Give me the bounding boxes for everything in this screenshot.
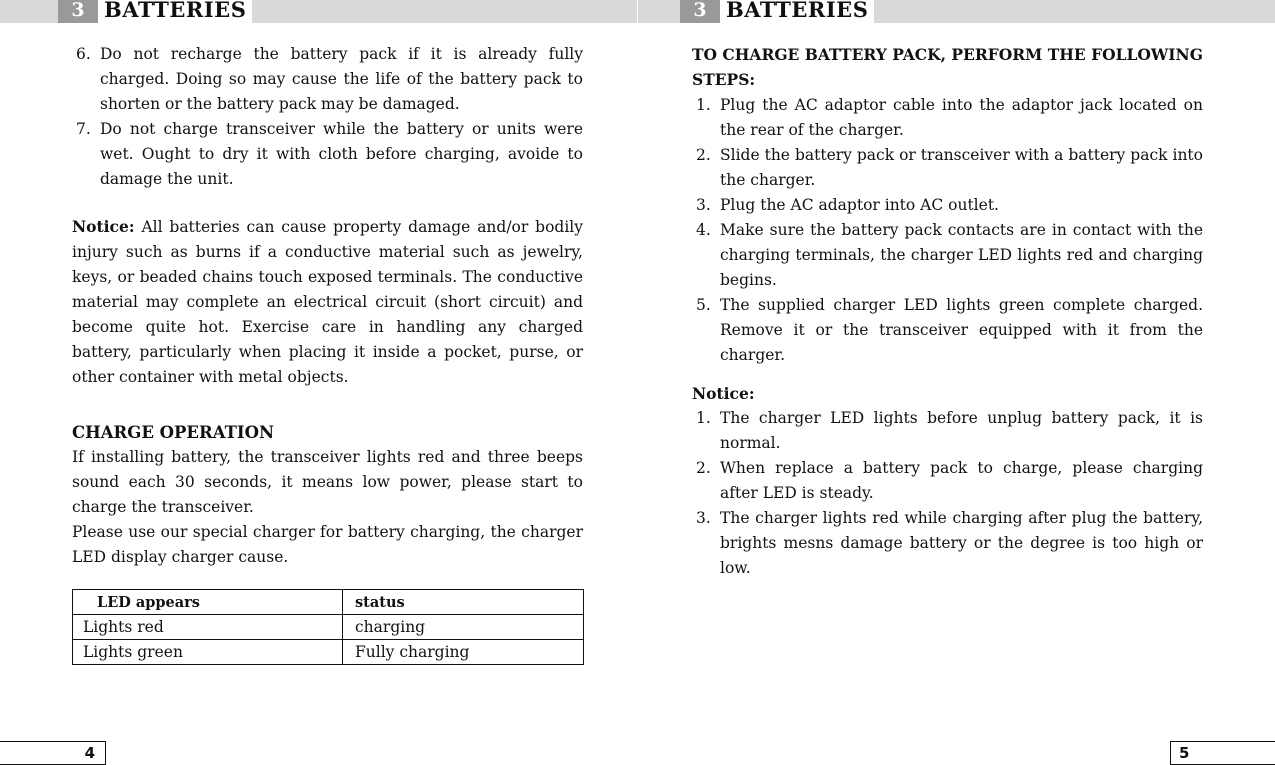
section-title: BATTERIES	[98, 0, 252, 23]
item-number: 1.	[696, 96, 711, 114]
item-text: Do not charge transceiver while the battery or units were wet. Ought to dry it with cloth before charging, avoide to damage the unit.	[100, 120, 583, 188]
page-number-box	[1170, 741, 1275, 765]
item-number: 6.	[76, 45, 91, 63]
item-number: 5.	[696, 296, 711, 314]
table-row	[73, 615, 584, 640]
item-number: 3.	[696, 196, 711, 214]
list-item	[692, 506, 1203, 581]
charging-steps	[692, 42, 1203, 368]
table-cell: Lights red	[73, 615, 343, 640]
table-cell: Fully charging	[343, 640, 584, 665]
item-text: The supplied charger LED lights green complete charged. Remove it or the transceiver equipped with it from the charger.	[720, 296, 1203, 364]
list-item	[72, 117, 583, 192]
item-number: 7.	[76, 120, 91, 138]
item-text: Plug the AC adaptor cable into the adaptor jack located on the rear of the charger.	[720, 96, 1203, 139]
list-item	[692, 143, 1203, 193]
list-item	[692, 93, 1203, 143]
right-page	[638, 0, 1275, 765]
notice-paragraph	[72, 214, 583, 390]
list-item	[692, 406, 1203, 456]
list-item	[692, 456, 1203, 506]
charge-paragraph: Please use our special charger for battery charging, the charger LED display charger cause.	[72, 523, 583, 566]
column-header: status	[343, 590, 584, 615]
list-item	[692, 193, 1203, 218]
led-status-table	[72, 589, 584, 665]
page-number: 5	[1179, 744, 1190, 762]
section-number: 3	[58, 0, 98, 23]
charge-heading: CHARGE OPERATION	[72, 423, 275, 442]
item-text: The charger lights red while charging after plug the battery, brights mesns damage battery or the degree is too high or low.	[720, 509, 1203, 577]
column-header: LED appears	[73, 590, 343, 615]
charge-operation	[72, 420, 583, 570]
steps-heading	[692, 42, 1203, 92]
table-cell: charging	[343, 615, 584, 640]
item-number: 1.	[696, 409, 711, 427]
steps-heading-line: TO CHARGE BATTERY PACK, PERFORM THE FOLLOWING	[692, 45, 1203, 64]
item-text: When replace a battery pack to charge, please charging after LED is steady.	[720, 459, 1203, 502]
list-item	[72, 42, 583, 117]
item-text: Slide the battery pack or transceiver with a battery pack into the charger.	[720, 146, 1203, 189]
item-number: 4.	[696, 221, 711, 239]
item-number: 3.	[696, 509, 711, 527]
notice-text: All batteries can cause property damage and/or bodily injury such as burns if a conductive material such as jewelry, keys, or beaded chains touch exposed terminals. The conductive material may complete an electrical circuit (short circuit) and become quite hot. Exercise care in handling any charged battery, particularly when placing it inside a pocket, purse, or other container with metal objects.	[72, 218, 583, 386]
item-number: 2.	[696, 459, 711, 477]
table-header-row	[73, 590, 584, 615]
notice-section	[692, 381, 1203, 581]
notice-label: Notice:	[692, 384, 755, 403]
left-page	[0, 0, 637, 765]
section-number: 3	[680, 0, 720, 23]
item-text: Plug the AC adaptor into AC outlet.	[720, 196, 999, 214]
page-number-box	[0, 741, 106, 765]
item-text: Do not recharge the battery pack if it is already fully charged. Doing so may cause the life of the battery pack to shorten or the battery pack may be damaged.	[100, 45, 583, 113]
caution-list	[72, 42, 583, 192]
item-text: Make sure the battery pack contacts are in contact with the charging terminals, the charger LED lights red and charging begins.	[720, 221, 1203, 289]
steps-heading-line: STEPS:	[692, 70, 756, 89]
list-item	[692, 218, 1203, 293]
item-number: 2.	[696, 146, 711, 164]
list-item	[692, 293, 1203, 368]
table-row	[73, 640, 584, 665]
section-title: BATTERIES	[720, 0, 874, 23]
page-number: 4	[84, 744, 95, 762]
notice-label: Notice:	[72, 217, 135, 236]
table-cell: Lights green	[73, 640, 343, 665]
charge-paragraph: If installing battery, the transceiver lights red and three beeps sound each 30 seconds, it means low power, please start to charge the transceiver.	[72, 448, 583, 516]
item-text: The charger LED lights before unplug battery pack, it is normal.	[720, 409, 1203, 452]
